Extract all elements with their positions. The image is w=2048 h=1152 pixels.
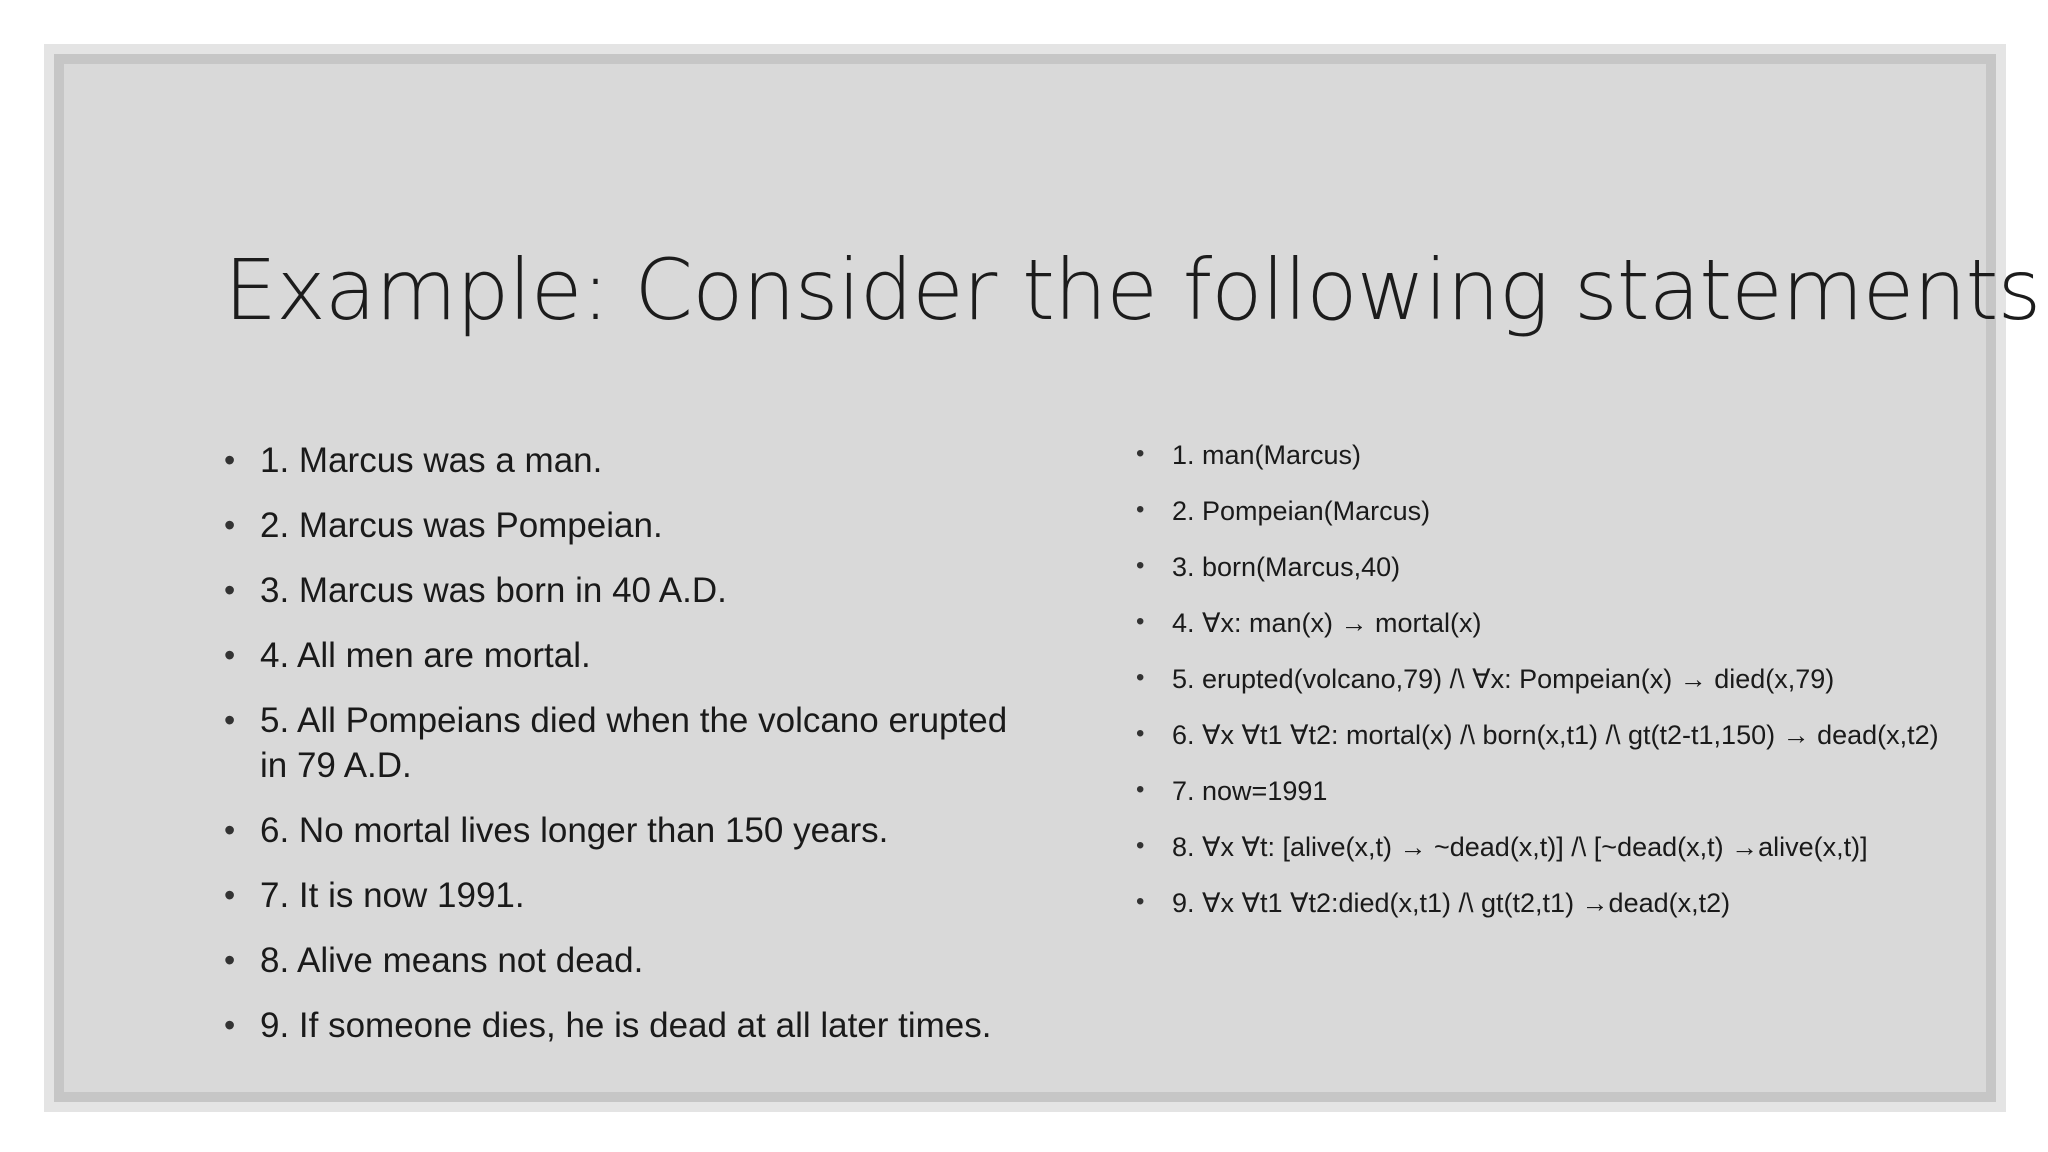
statement-text: 3. Marcus was born in 40 A.D. — [260, 571, 727, 610]
bullet-icon: • — [1136, 440, 1145, 467]
statement-text: 9. If someone dies, he is dead at all later times. — [260, 1006, 992, 1045]
bullet-icon: • — [1136, 552, 1145, 579]
statements-list — [224, 438, 1044, 1068]
list-item — [224, 1003, 1044, 1048]
statement-text: 7. It is now 1991. — [260, 876, 525, 915]
bullet-icon: • — [224, 442, 236, 478]
formula-text: 8. ∀x ∀t: [alive(x,t) → ~dead(x,t)] /\ [~dead(x,t) →alive(x,t)] — [1172, 832, 1868, 862]
list-item — [224, 808, 1044, 853]
formula-text: 5. erupted(volcano,79) /\ ∀x: Pompeian(x) → died(x,79) — [1172, 664, 1835, 694]
list-item — [224, 568, 1044, 613]
bullet-icon: • — [1136, 720, 1145, 747]
list-item — [1136, 718, 1976, 753]
list-item — [224, 633, 1044, 678]
formula-text: 6. ∀x ∀t1 ∀t2: mortal(x) /\ born(x,t1) /\ gt(t2-t1,150) → dead(x,t2) — [1172, 720, 1939, 750]
formula-text: 1. man(Marcus) — [1172, 440, 1362, 470]
list-item — [224, 873, 1044, 918]
formula-text: 9. ∀x ∀t1 ∀t2:died(x,t1) /\ gt(t2,t1) →dead(x,t2) — [1172, 888, 1731, 918]
formulas-list — [1136, 438, 1976, 942]
statement-text: 4. All men are mortal. — [260, 636, 591, 675]
list-item — [1136, 774, 1976, 809]
slide-title: Example: Consider the following statements — [224, 241, 2041, 339]
bullet-icon: • — [1136, 832, 1145, 859]
bullet-icon: • — [224, 637, 236, 673]
bullet-icon: • — [224, 942, 236, 978]
bullet-icon: • — [1136, 664, 1145, 691]
list-item — [1136, 438, 1976, 473]
formula-text: 2. Pompeian(Marcus) — [1172, 496, 1431, 526]
list-item — [224, 438, 1044, 483]
list-item — [224, 698, 1044, 788]
formula-text: 3. born(Marcus,40) — [1172, 552, 1401, 582]
bullet-icon: • — [224, 507, 236, 543]
statement-text: 6. No mortal lives longer than 150 years. — [260, 811, 889, 850]
list-item — [1136, 662, 1976, 697]
bullet-icon: • — [224, 1007, 236, 1043]
slide-frame — [44, 44, 2041, 1112]
formula-text: 4. ∀x: man(x) → mortal(x) — [1172, 608, 1482, 638]
slide — [64, 64, 2041, 1092]
list-item — [224, 938, 1044, 983]
list-item — [1136, 494, 1976, 529]
bullet-icon: • — [224, 572, 236, 608]
statement-text: 8. Alive means not dead. — [260, 941, 644, 980]
slide-border — [54, 54, 2041, 1102]
formula-text: 7. now=1991 — [1172, 776, 1328, 806]
list-item — [224, 503, 1044, 548]
statement-text: 1. Marcus was a man. — [260, 441, 603, 480]
bullet-icon: • — [224, 877, 236, 913]
list-item — [1136, 606, 1976, 641]
bullet-icon: • — [1136, 888, 1145, 915]
list-item — [1136, 886, 1976, 921]
statement-text: 5. All Pompeians died when the volcano erupted in 79 A.D. — [260, 701, 1008, 785]
bullet-icon: • — [224, 702, 236, 738]
list-item — [1136, 830, 1976, 865]
bullet-icon: • — [1136, 776, 1145, 803]
list-item — [1136, 550, 1976, 585]
statement-text: 2. Marcus was Pompeian. — [260, 506, 663, 545]
bullet-icon: • — [1136, 608, 1145, 635]
bullet-icon: • — [224, 812, 236, 848]
bullet-icon: • — [1136, 496, 1145, 523]
